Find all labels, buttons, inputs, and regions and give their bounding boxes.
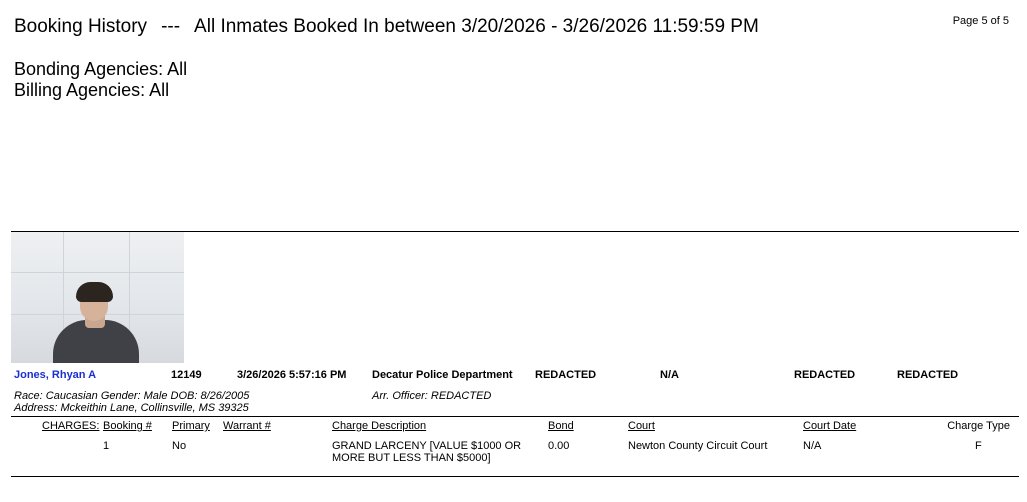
arresting-agency: Decatur Police Department <box>372 369 513 381</box>
bonding-agencies-filter: Bonding Agencies: All <box>14 59 188 79</box>
booking-number: 12149 <box>171 369 202 381</box>
inmate-demographics: Race: Caucasian Gender: Male DOB: 8/26/2005 <box>14 390 250 402</box>
na-field: N/A <box>660 369 679 381</box>
inmate-photo <box>11 232 184 363</box>
title-separator: --- <box>161 16 181 37</box>
charge-description-line2: MORE BUT LESS THAN $5000] <box>332 452 491 464</box>
col-booking: Booking # <box>103 420 152 432</box>
charge-court-date: N/A <box>803 440 822 452</box>
col-primary: Primary <box>172 420 210 432</box>
charge-type: F <box>975 440 982 452</box>
photo-hair <box>76 282 113 302</box>
charge-primary: No <box>172 440 187 452</box>
charge-bond: 0.00 <box>548 440 570 452</box>
redacted-field-1: REDACTED <box>535 369 597 381</box>
booking-date: 3/26/2026 5:57:16 PM <box>237 369 347 381</box>
billing-agencies-filter: Billing Agencies: All <box>14 80 170 100</box>
charge-description-line1: GRAND LARCENY [VALUE $1000 OR <box>332 440 522 452</box>
col-bond: Bond <box>548 420 574 432</box>
charge-booking: 1 <box>103 440 110 452</box>
redacted-field-2: REDACTED <box>794 369 856 381</box>
redacted-field-3: REDACTED <box>897 369 959 381</box>
photo-wall-line <box>11 272 184 273</box>
report-title-text: Booking History <box>14 16 148 37</box>
filters <box>14 59 187 101</box>
report-subtitle: All Inmates Booked In between 3/20/2026 - 3/26/2026 11:59:59 PM <box>194 16 759 37</box>
col-charge-description: Charge Description <box>332 420 427 432</box>
arresting-officer: Arr. Officer: REDACTED <box>372 390 492 402</box>
col-court: Court <box>628 420 655 432</box>
col-charge-type: Charge Type <box>947 420 1010 432</box>
report-title <box>14 16 759 38</box>
charge-court: Newton County Circuit Court <box>628 440 768 452</box>
charges-divider <box>11 416 1019 417</box>
page-number: Page 5 of 5 <box>952 15 1009 27</box>
inmate-address: Address: Mckeithin Lane, Collinsville, MS 39325 <box>14 402 249 414</box>
charges-label: CHARGES: <box>42 420 100 432</box>
inmate-name[interactable]: Jones, Rhyan A <box>14 369 97 381</box>
section-divider-bottom <box>11 476 1019 477</box>
col-court-date: Court Date <box>803 420 857 432</box>
col-warrant: Warrant # <box>223 420 271 432</box>
